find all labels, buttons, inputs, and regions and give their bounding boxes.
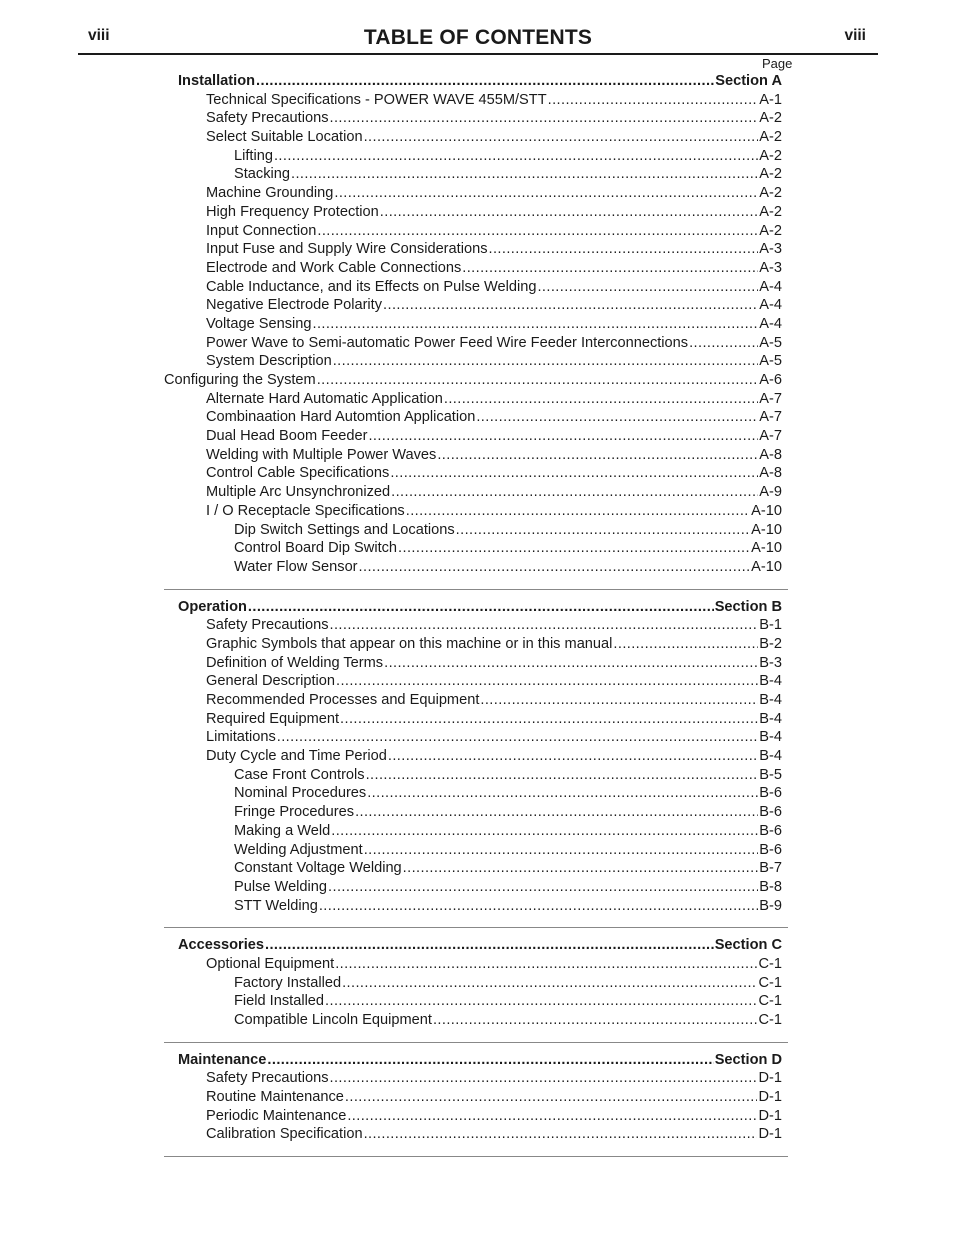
dot-leader [248, 598, 714, 617]
toc-entry-page: A-10 [751, 540, 782, 557]
toc-section [164, 936, 788, 1042]
toc-entry-page: A-4 [759, 297, 782, 314]
toc-entry[interactable] [164, 483, 782, 502]
toc-section-heading[interactable] [164, 936, 782, 955]
page-number-right: viii [844, 27, 866, 44]
toc-entry-page: A-2 [759, 185, 782, 202]
toc-entry-page: A-10 [751, 558, 782, 575]
toc-entry-title: Case Front Controls [234, 766, 365, 783]
dot-leader [480, 691, 758, 710]
toc-entry[interactable] [164, 446, 782, 465]
toc-entry-title: Pulse Welding [234, 878, 328, 895]
dot-leader [391, 483, 758, 502]
toc-entry[interactable] [164, 91, 782, 110]
toc-entry[interactable] [164, 296, 782, 315]
toc-entry[interactable] [164, 1107, 782, 1126]
dot-leader [537, 278, 758, 297]
toc-entry[interactable] [164, 635, 782, 654]
toc-entry-title: Select Suitable Location [206, 129, 363, 146]
toc-entry-title: Periodic Maintenance [206, 1107, 347, 1124]
toc-entry[interactable] [164, 955, 782, 974]
toc-entry-title: Nominal Procedures [234, 785, 367, 802]
toc-entry-title: Factory Installed [234, 974, 342, 991]
dot-leader [291, 165, 758, 184]
dot-leader [548, 91, 759, 110]
toc-entry-title: Recommended Processes and Equipment [206, 692, 480, 708]
toc-section-heading[interactable] [164, 72, 782, 91]
dot-leader [328, 878, 758, 897]
toc-entry[interactable] [164, 1125, 782, 1144]
dot-leader [317, 371, 759, 390]
toc-entry[interactable] [164, 1011, 782, 1030]
toc-entry-title: Alternate Hard Automatic Application [206, 390, 443, 407]
toc-entry-title: Dip Switch Settings and Locations [234, 521, 455, 538]
toc-entry-title: Dual Head Boom Feeder [206, 428, 368, 445]
toc-entry[interactable] [164, 521, 782, 540]
toc-entry-page: A-7 [759, 409, 782, 426]
dot-leader [312, 315, 758, 334]
toc-entry-title: Safety Precautions [206, 110, 329, 127]
toc-entry[interactable] [164, 1069, 782, 1088]
toc-entry[interactable] [164, 878, 782, 897]
toc-section [164, 598, 788, 929]
toc-entry-page: B-1 [759, 617, 782, 634]
toc-entry-title: High Frequency Protection [206, 203, 379, 220]
dot-leader [384, 654, 758, 673]
toc-entry[interactable] [164, 184, 782, 203]
toc-entry-page: A-3 [759, 241, 782, 258]
dot-leader [613, 635, 758, 654]
toc-entry[interactable] [164, 315, 782, 334]
toc-entry[interactable] [164, 992, 782, 1011]
toc-entry-page: Section C [714, 937, 782, 954]
toc-entry-title: Configuring the System [164, 372, 316, 388]
toc-entry-title: Stacking [234, 166, 290, 183]
dot-leader [364, 1125, 758, 1144]
toc-entry[interactable] [164, 841, 782, 860]
toc-entry-page: C-1 [758, 1012, 782, 1028]
toc-entry-page: D-1 [758, 1089, 782, 1106]
toc-entry-page: D-1 [758, 1107, 782, 1124]
toc-entry[interactable] [164, 822, 782, 841]
toc-entry-page: B-4 [759, 692, 782, 708]
toc-entry-title: STT Welding [234, 897, 318, 914]
toc-entry-title: Control Board Dip Switch [234, 540, 398, 557]
toc-entry-title: Graphic Symbols that appear on this machine or in this manual [206, 635, 613, 652]
dot-leader [398, 539, 750, 558]
toc-entry-page: A-2 [759, 166, 782, 183]
toc-entry-page: B-5 [759, 766, 782, 783]
dot-leader [330, 616, 759, 635]
dot-leader [403, 859, 759, 878]
toc-entry[interactable] [164, 897, 782, 916]
toc-entry-page: A-2 [759, 129, 782, 146]
page-header [78, 25, 878, 55]
toc-entry[interactable] [164, 766, 782, 785]
toc-entry-title: Input Fuse and Supply Wire Considerations [206, 241, 488, 258]
toc-entry[interactable] [164, 240, 782, 259]
toc-entry-page: B-4 [759, 673, 782, 690]
toc-entry[interactable] [164, 974, 782, 993]
toc-entry-page: B-4 [759, 710, 782, 727]
toc-entry-title: Negative Electrode Polarity [206, 297, 383, 314]
toc-entry-page: A-5 [759, 334, 782, 351]
toc-entry[interactable] [164, 203, 782, 222]
toc-entry-page: A-2 [759, 110, 782, 127]
dot-leader [462, 259, 758, 278]
toc-entry-title: Constant Voltage Welding [234, 860, 402, 877]
toc-entry[interactable] [164, 539, 782, 558]
toc-entry-page: A-2 [759, 222, 782, 239]
toc-entry-title: Safety Precautions [206, 1070, 329, 1087]
toc-entry-title: Making a Weld [234, 822, 331, 839]
toc-entry-title: I / O Receptacle Specifications [206, 502, 405, 519]
toc-entry-page: B-7 [759, 860, 782, 877]
toc-entry-page: A-2 [759, 203, 782, 220]
dot-leader [383, 296, 758, 315]
toc-entry[interactable] [164, 147, 782, 166]
toc-entry-title: Duty Cycle and Time Period [206, 748, 387, 765]
toc-entry-page: D-1 [758, 1126, 782, 1143]
dot-leader [345, 1088, 758, 1107]
toc-entry-title: System Description [206, 353, 332, 370]
dot-leader [317, 222, 758, 241]
toc-entry[interactable] [164, 165, 782, 184]
toc-entry-page: B-4 [759, 748, 782, 765]
toc-entry-page: B-9 [759, 897, 782, 914]
dot-leader [437, 446, 758, 465]
toc-entry[interactable] [164, 371, 782, 390]
dot-leader [390, 464, 758, 483]
dot-leader [342, 974, 757, 993]
toc-entry-title: Electrode and Work Cable Connections [206, 259, 462, 276]
toc-entry-title: Definition of Welding Terms [206, 654, 384, 671]
dot-leader [364, 128, 759, 147]
toc-entry-title: Cable Inductance, and its Effects on Pulse Welding [206, 278, 537, 295]
dot-leader [380, 203, 759, 222]
toc-entry-page: Section D [714, 1051, 782, 1068]
toc-entry[interactable] [164, 558, 782, 577]
toc-entry[interactable] [164, 427, 782, 446]
dot-leader [267, 1051, 713, 1070]
toc-entry-page: B-8 [759, 878, 782, 895]
toc-entry-page: A-8 [759, 446, 782, 463]
toc-entry-title: Required Equipment [206, 710, 340, 727]
dot-leader [456, 521, 751, 540]
toc-entry[interactable] [164, 784, 782, 803]
dot-leader [331, 822, 758, 841]
dot-leader [366, 766, 759, 785]
dot-leader [444, 390, 758, 409]
toc-entry-title: Fringe Procedures [234, 804, 355, 821]
toc-entry[interactable] [164, 222, 782, 241]
toc-entry-title: Accessories [178, 937, 265, 954]
dot-leader [388, 747, 758, 766]
dot-leader [274, 147, 758, 166]
toc-entry-page: B-6 [759, 804, 782, 821]
toc-entry-title: Installation [178, 73, 256, 89]
toc-entry[interactable] [164, 710, 782, 729]
toc-entry[interactable] [164, 1088, 782, 1107]
dot-leader [476, 408, 758, 427]
toc-entry-title: Welding with Multiple Power Waves [206, 446, 437, 463]
dot-leader [359, 558, 751, 577]
dot-leader [336, 672, 758, 691]
toc-section [164, 72, 788, 590]
toc-entry-page: B-6 [759, 841, 782, 858]
dot-leader [335, 955, 757, 974]
dot-leader [334, 184, 758, 203]
toc-entry-title: Welding Adjustment [234, 841, 363, 858]
toc-entry-page: Section A [715, 73, 782, 89]
toc-entry-page: D-1 [758, 1070, 782, 1087]
toc-entry[interactable] [164, 654, 782, 673]
dot-leader [256, 72, 714, 91]
toc-entry-page: B-6 [759, 785, 782, 802]
toc-section-heading[interactable] [164, 598, 782, 617]
toc-entry-title: Combinaation Hard Automtion Application [206, 409, 476, 426]
dot-leader [689, 334, 758, 353]
toc-entry-page: B-3 [759, 654, 782, 671]
toc-entry-page: A-10 [751, 502, 782, 519]
dot-leader [406, 502, 750, 521]
toc-entry[interactable] [164, 352, 782, 371]
dot-leader [265, 936, 714, 955]
dot-leader [277, 728, 759, 747]
toc-entry-title: Machine Grounding [206, 185, 334, 202]
toc-entry-title: Technical Specifications - POWER WAVE 455M/STT [206, 91, 547, 108]
toc-entry[interactable] [164, 502, 782, 521]
dot-leader [433, 1011, 758, 1030]
page-title: TABLE OF CONTENTS [363, 26, 593, 49]
page-column-label: Page [762, 56, 793, 71]
toc-entry[interactable] [164, 464, 782, 483]
toc-entry-page: A-7 [759, 428, 782, 445]
toc-entry[interactable] [164, 728, 782, 747]
toc-entry-page: A-2 [759, 147, 782, 164]
toc-entry[interactable] [164, 859, 782, 878]
toc-entry-page: A-7 [759, 390, 782, 407]
toc-entry-title: Input Connection [206, 222, 317, 239]
toc-entry[interactable] [164, 109, 782, 128]
table-of-contents [164, 72, 788, 1165]
toc-entry-page: B-4 [759, 729, 782, 746]
toc-section [164, 1051, 788, 1157]
toc-entry[interactable] [164, 128, 782, 147]
toc-entry[interactable] [164, 259, 782, 278]
toc-entry-title: Maintenance [178, 1051, 267, 1068]
dot-leader [489, 240, 759, 259]
dot-leader [368, 427, 758, 446]
toc-entry-title: Operation [178, 598, 247, 615]
toc-entry-page: A-3 [759, 259, 782, 276]
toc-entry-page: A-1 [759, 91, 782, 108]
toc-entry-page: A-8 [759, 465, 782, 482]
toc-entry[interactable] [164, 334, 782, 353]
toc-entry-title: General Description [206, 673, 335, 690]
toc-entry-title: Voltage Sensing [206, 315, 312, 332]
toc-entry-title: Multiple Arc Unsynchronized [206, 484, 391, 501]
toc-entry-page: A-4 [759, 278, 782, 295]
toc-entry-title: Safety Precautions [206, 617, 329, 634]
toc-entry-title: Limitations [206, 729, 276, 746]
dot-leader [333, 352, 759, 371]
toc-entry[interactable] [164, 390, 782, 409]
toc-entry[interactable] [164, 408, 782, 427]
toc-entry[interactable] [164, 616, 782, 635]
toc-entry-page: A-10 [751, 521, 782, 538]
toc-entry-page: Section B [714, 598, 782, 615]
toc-entry[interactable] [164, 672, 782, 691]
toc-entry-page: A-6 [759, 372, 782, 388]
toc-entry-title: Compatible Lincoln Equipment [234, 1012, 432, 1028]
toc-entry[interactable] [164, 803, 782, 822]
toc-entry-title: Lifting [234, 147, 273, 164]
toc-entry-title: Calibration Specification [206, 1126, 363, 1143]
toc-entry-title: Routine Maintenance [206, 1089, 344, 1106]
dot-leader [355, 803, 758, 822]
toc-entry-page: B-6 [759, 822, 782, 839]
toc-section-heading[interactable] [164, 1051, 782, 1070]
toc-entry-title: Water Flow Sensor [234, 558, 358, 575]
toc-entry[interactable] [164, 691, 782, 710]
dot-leader [347, 1107, 757, 1126]
toc-entry-page: A-5 [759, 353, 782, 370]
dot-leader [364, 841, 759, 860]
toc-entry-title: Power Wave to Semi-automatic Power Feed Wire Feeder Interconnections [206, 334, 689, 351]
toc-entry-title: Field Installed [234, 993, 325, 1010]
dot-leader [319, 897, 758, 916]
toc-entry-page: C-1 [758, 955, 782, 972]
page-number-left: viii [88, 27, 110, 44]
toc-entry-page: C-1 [758, 974, 782, 991]
toc-entry-page: A-4 [759, 315, 782, 332]
dot-leader [330, 1069, 758, 1088]
toc-entry-page: B-2 [759, 635, 782, 652]
dot-leader [340, 710, 758, 729]
toc-entry-page: A-9 [759, 484, 782, 501]
toc-entry[interactable] [164, 278, 782, 297]
dot-leader [330, 109, 759, 128]
dot-leader [325, 992, 757, 1011]
dot-leader [367, 784, 758, 803]
toc-entry-page: C-1 [758, 993, 782, 1010]
toc-entry-title: Control Cable Specifications [206, 465, 390, 482]
toc-entry[interactable] [164, 747, 782, 766]
toc-entry-title: Optional Equipment [206, 955, 335, 972]
